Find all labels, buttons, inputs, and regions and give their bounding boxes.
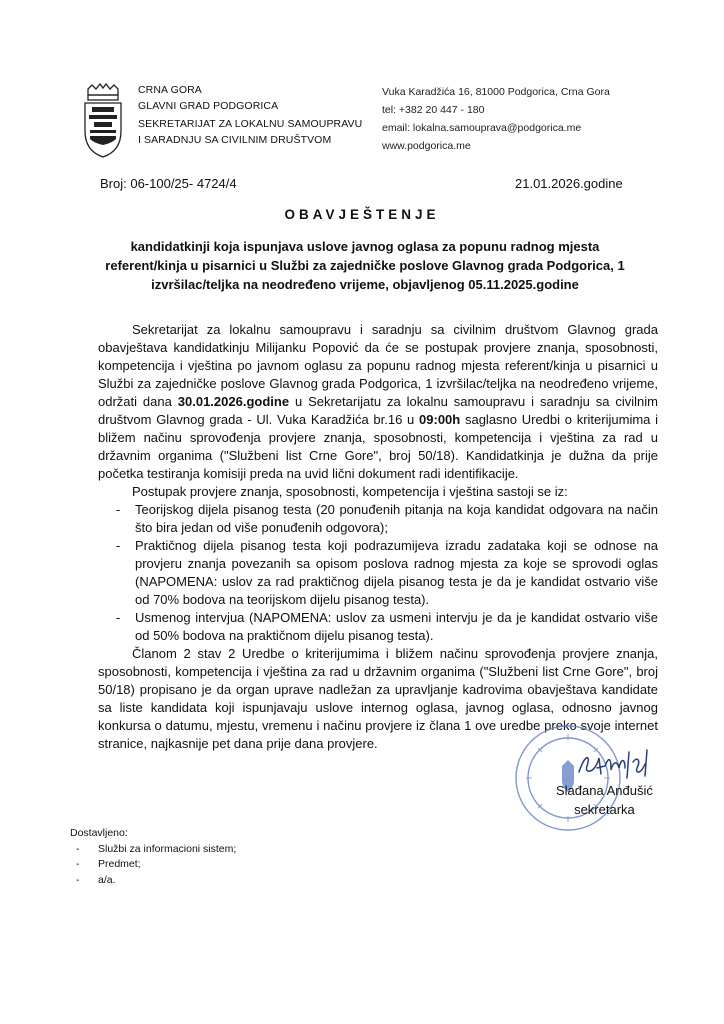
coat-of-arms-icon <box>82 83 124 159</box>
list-item: - Službi za informacioni sistem; <box>76 842 237 855</box>
list-item: - Usmenog intervjua (NAPOMENA: uslov za usmeni intervju je da je kandidat ostvario više od 50% bodova na praktičnom dijelu pisanog testa). <box>116 610 658 643</box>
paragraph-1 <box>98 321 658 483</box>
list-item: - a/a. <box>76 873 116 886</box>
signer-role: sekretarka <box>574 802 635 817</box>
paragraph-2: Postupak provjere znanja, sposobnosti, kompetencija i vještina sastoji se iz: <box>132 484 568 499</box>
exam-steps-list <box>98 501 658 645</box>
exam-time: 09:00h <box>419 412 461 427</box>
document-title: OBAVJEŠTENJE <box>284 207 440 222</box>
paragraph-1-part3: saglasno Uredbi o kriterijumima i bližem načinu sprovođenja provjere znanja, sposobnosti, kompetencija i vještina za rad u državnim organima ("Službeni list Crne Gore", broj 50/18). Kandidatkinja je dužna da prije početka testiranja komisiji preda na uvid lični dokument radi identifikacije. <box>98 412 659 481</box>
header-website: www.podgorica.me <box>382 140 471 152</box>
header-contact <box>382 83 610 155</box>
signer-name: Slađana Anđušić <box>556 783 653 798</box>
reference-number: Broj: 06-100/25- 4724/4 <box>100 176 237 191</box>
exam-date: 30.01.2026.godine <box>177 394 290 409</box>
header-department-line2: I SARADNJU SA CIVILNIM DRUŠTVOM <box>138 133 332 146</box>
delivery-list <box>70 826 236 888</box>
list-dash: - <box>116 502 121 517</box>
document-subject: kandidatkinji koja ispunjava uslove javnog oglasa za popunu radnog mjesta referent/kinja u pisarnici u Službi za zajedničke poslove Glavnog grada Podgorica, 1 izvršilac/teljka na neodređeno vrijeme, objavljenog 05.11.2025.godine <box>105 239 625 292</box>
handwritten-signature-icon <box>575 744 655 784</box>
paragraph-3: Članom 2 stav 2 Uredbe o kriterijumima i bližem načinu sprovođenja provjere znanja, sposobnosti, kompetencija i vještina za rad u državnim organima ("Službeni list Crne Gore", broj 50/18) propisano je da organ uprave nadležan za upravljanje kadrovima obavještava kandidate sa liste kandidata koji ispunjavaju uslove internog oglasa, javnog oglasa, odnosno javnog konkursa o datumu, mjestu, vremenu i načinu provjere iz člana 1 ove uredbe preko svoje internet stranice, najkasnije pet dana prije dana provjere. <box>98 646 658 751</box>
list-dash: - <box>116 538 121 553</box>
header-city: GLAVNI GRAD PODGORICA <box>138 99 279 112</box>
delivery-title: Dostavljeno: <box>70 827 128 839</box>
header-institution <box>138 83 362 148</box>
list-item: - Teorijskog dijela pisanog testa (20 ponuđenih pitanja na koja kandidat odgovara na način što bira jedan od više ponuđenih odgovora); <box>116 502 658 535</box>
header-email: email: lokalna.samouprava@podgorica.me <box>382 122 582 134</box>
document-date: 21.01.2026.godine <box>515 176 623 191</box>
header-phone: tel: +382 20 447 - 180 <box>382 104 485 116</box>
document-body <box>98 321 658 753</box>
header-country: CRNA GORA <box>138 84 202 96</box>
list-item: - Predmet; <box>76 858 141 870</box>
paragraph-1-part2: u Sekretarijatu za lokalnu samoupravu i saradnju sa civilnim društvom Glavnog grada - Ul. Vuka Karadžića br.16 u <box>98 394 658 427</box>
list-dash: - <box>116 610 121 625</box>
signature-block <box>556 781 653 819</box>
list-item: - Praktičnog dijela pisanog testa koji podrazumijeva izradu zadataka koji se odnose na provjeru znanja povezanih sa opisom poslova radnog mjesta za koje se sprovodi oglas (NAPOMENA: uslov za rad praktičnog dijela pisanog testa je da je kandidat ostvario više od 70% bodova na teorijskom dijelu pisanog testa). <box>116 538 658 607</box>
paragraph-1-part1: Sekretarijat za lokalnu samoupravu i saradnju sa civilnim društvom Glavnog grada obavještava kandidatkinju Milijanku Popović da će se postupak provjere znanja, sposobnosti, kompetencija i vještina po javnom oglasu za popunu radnog mjesta referent/kinja u pisarnici u Službi za zajedničke poslove Glavnog grada Podgorica, 1 izvršilac/teljka na neodređeno vrijeme, održati dana <box>98 322 658 409</box>
header-address: Vuka Karadžića 16, 81000 Podgorica, Crna Gora <box>382 86 610 98</box>
header-department-line1: SEKRETARIJAT ZA LOKALNU SAMOUPRAVU <box>138 118 363 130</box>
